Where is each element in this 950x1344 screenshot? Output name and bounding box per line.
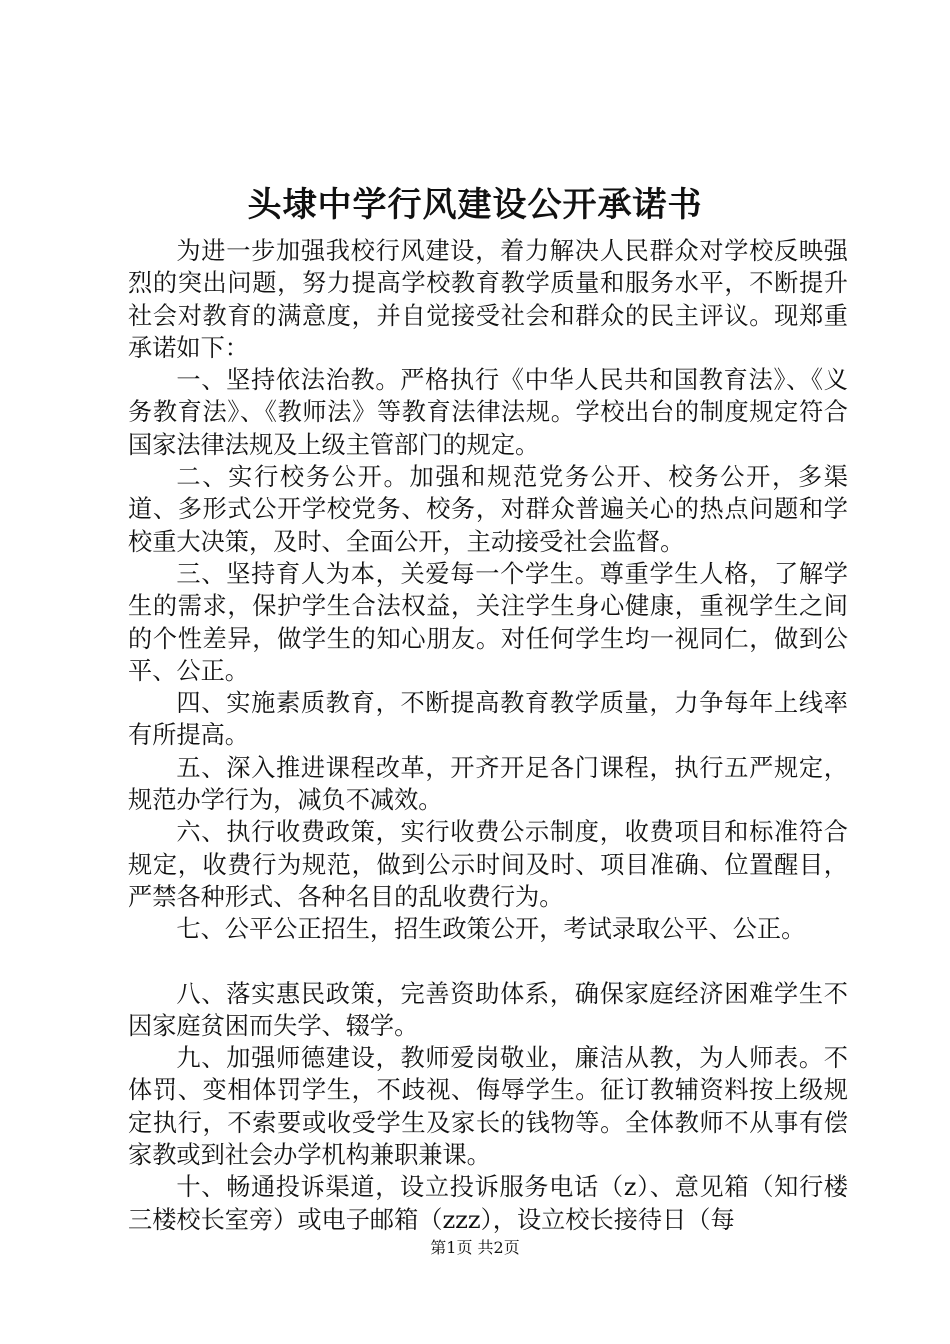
intro-paragraph: 为进一步加强我校行风建设，着力解决人民群众对学校反映强烈的突出问题，努力提高学校教育教学质量和服务水平，不断提升社会对教育的满意度，并自觉接受社会和群众的民主评议。现郑重承诺如下：: [128, 237, 848, 362]
page-number-footer: 第1页 共2页: [430, 1238, 520, 1257]
commitment-paragraph-5: 五、深入推进课程改革，开齐开足各门课程，执行五严规定，规范办学行为，减负不减效。: [128, 753, 848, 815]
commitment-paragraph-10: 十、畅通投诉渠道，设立投诉服务电话（z）、意见箱（知行楼三楼校长室旁）或电子邮箱（zzz），设立校长接待日（每: [128, 1173, 848, 1234]
commitment-paragraph-6: 六、执行收费政策，实行收费公示制度，收费项目和标准符合规定，收费行为规范，做到公示时间及时、项目准确、位置醒目，严禁各种形式、各种名目的乱收费行为。: [128, 818, 848, 911]
commitment-paragraph-8: 八、落实惠民政策，完善资助体系，确保家庭经济困难学生不因家庭贫困而失学、辍学。: [128, 979, 848, 1040]
commitment-paragraph-3: 三、坚持育人为本，关爱每一个学生。尊重学生人格，了解学生的需求，保护学生合法权益，关注学生身心健康，重视学生之间的个性差异，做学生的知心朋友。对任何学生均一视同仁，做到公平、公正。: [128, 559, 848, 685]
commitment-paragraph-2: 二、实行校务公开。加强和规范党务公开、校务公开，多渠道、多形式公开学校党务、校务，对群众普遍关心的热点问题和学校重大决策，及时、全面公开，主动接受社会监督。: [128, 463, 848, 556]
commitment-paragraph-4: 四、实施素质教育，不断提高教育教学质量，力争每年上线率有所提高。: [128, 689, 848, 750]
commitment-paragraph-9: 九、加强师德建设，教师爱岗敬业，廉洁从教，为人师表。不体罚、变相体罚学生，不歧视、侮辱学生。征订教辅资料按上级规定执行，不索要或收受学生及家长的钱物等。全体教师不从事有偿家教或到社会办学机构兼职兼课。: [128, 1044, 848, 1170]
commitment-paragraph-1: 一、坚持依法治教。严格执行《中华人民共和国教育法》、《义务教育法》、《教师法》等教育法律法规。学校出台的制度规定符合国家法律法规及上级主管部门的规定。: [128, 366, 848, 459]
document-body: [128, 235, 848, 1236]
document-title: 头埭中学行风建设公开承诺书: [247, 185, 703, 225]
commitment-paragraph-7: 七、公平公正招生，招生政策公开，考试录取公平、公正。: [176, 915, 806, 944]
